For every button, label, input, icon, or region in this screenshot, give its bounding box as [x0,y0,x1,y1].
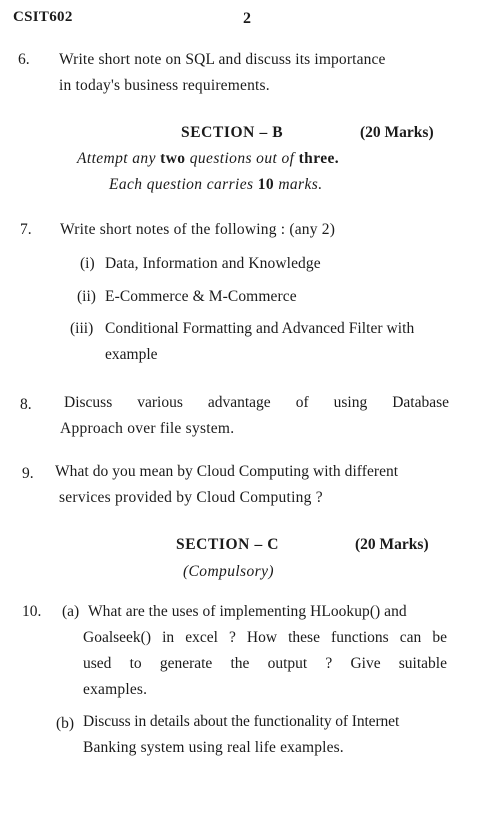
question-7-item-text: E-Commerce & M-Commerce [105,288,297,305]
question-10-part-a-line-1: What are the uses of implementing HLookup() and [88,603,407,620]
question-6-line-2: in today's business requirements. [59,77,270,94]
question-10-part-a-marker: (a) [62,603,80,620]
question-number-6: 6. [18,51,30,68]
section-b-instruction-2: Each question carries 10 marks. [109,176,323,193]
page-number: 2 [243,10,251,27]
question-8-line-2: Approach over file system. [60,420,235,437]
question-10-part-b-line-2: Banking system using real life examples. [83,739,344,756]
question-number-9: 9. [22,465,34,482]
question-7-item-continuation: example [105,346,158,363]
question-7-item-marker: (iii) [70,320,94,337]
question-9-line-1: What do you mean by Cloud Computing with different [55,463,399,480]
question-7-item-marker: (ii) [77,288,96,305]
question-10-part-b-line-1: Discuss in details about the functionality of Internet [83,713,400,730]
section-b-instruction-1: Attempt any two questions out of three. [77,150,340,167]
section-b-marks: (20 Marks) [360,124,434,141]
question-10-part-a-line-3: used to generate the output ? Give suitable [83,655,447,672]
question-10-part-a-line-2: Goalseek() in excel ? How these functions can be [83,629,447,646]
section-c-title: SECTION – C [176,536,280,553]
section-b-title: SECTION – B [181,124,284,141]
question-8-line-1: Discuss various advantage of using Database [64,394,449,411]
question-number-10: 10. [22,603,42,620]
question-number-7: 7. [20,221,32,238]
question-7-item-text: Conditional Formatting and Advanced Filter with [105,320,415,337]
question-7-item-text: Data, Information and Knowledge [105,255,321,272]
course-code: CSIT602 [13,9,73,25]
question-10-part-a-line-4: examples. [83,681,148,698]
question-7-intro: Write short notes of the following : (any 2) [60,221,336,238]
question-10-part-b-marker: (b) [56,715,75,732]
section-c-marks: (20 Marks) [355,536,429,553]
question-number-8: 8. [20,396,32,413]
question-7-item-marker: (i) [80,255,95,272]
question-6-line-1: Write short note on SQL and discuss its importance [59,51,386,68]
question-9-line-2: services provided by Cloud Computing ? [59,489,323,506]
section-c-note: (Compulsory) [183,563,274,580]
